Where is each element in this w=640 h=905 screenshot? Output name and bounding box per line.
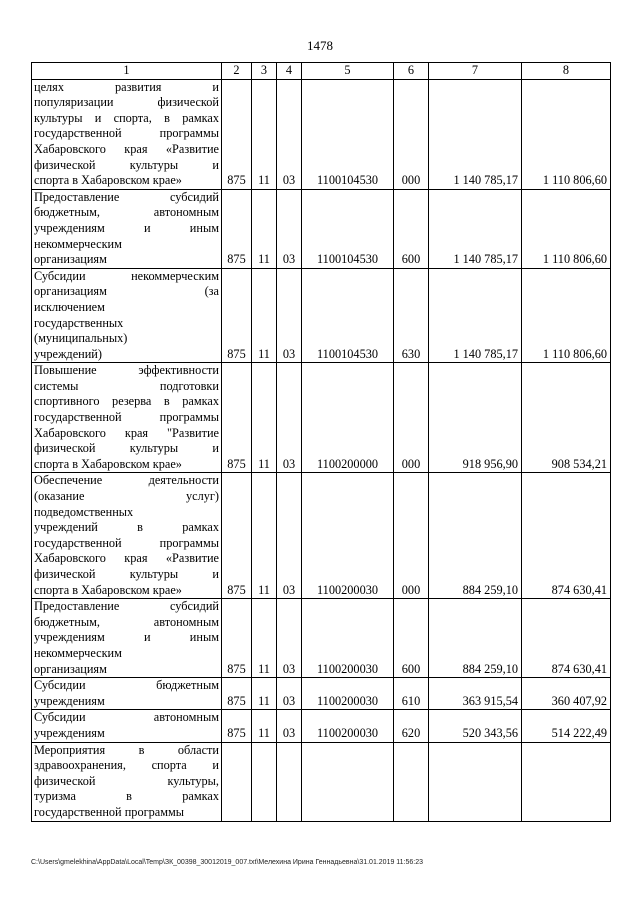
- ministry-code-cell: 875: [222, 79, 252, 189]
- header-cell: 2: [222, 63, 252, 80]
- row-name-line: (муниципальных): [34, 331, 128, 346]
- expense-type-cell: 000: [394, 473, 429, 599]
- amount-year1-cell: 918 956,90: [429, 363, 522, 473]
- ministry-code-cell: 875: [222, 473, 252, 599]
- table-header-row: [32, 63, 611, 80]
- subsection-code-cell: 03: [277, 363, 302, 473]
- row-name-line: спортивного резерва в рамках: [34, 394, 219, 409]
- section-code-cell: 11: [252, 363, 277, 473]
- subsection-code-cell: 03: [277, 189, 302, 268]
- section-code-cell: 11: [252, 268, 277, 363]
- row-name-line: некоммерческим: [34, 645, 122, 660]
- row-name-cell: [32, 363, 222, 473]
- subsection-code-cell: 03: [277, 268, 302, 363]
- table-row: [32, 599, 611, 678]
- expense-type-cell: 600: [394, 189, 429, 268]
- ministry-code-cell: 875: [222, 599, 252, 678]
- row-name-line: целях развития и: [34, 79, 219, 94]
- target-article-cell: 1100200030: [302, 678, 394, 710]
- row-name-line: государственной программы: [34, 410, 219, 425]
- row-name-line: Хабаровского края "Развитие: [34, 425, 219, 440]
- row-name-cell: [32, 268, 222, 363]
- section-code-cell: 11: [252, 189, 277, 268]
- amount-year2-cell: 1 110 806,60: [522, 79, 611, 189]
- row-name-line: организациям: [34, 252, 107, 267]
- page-number: 1478: [307, 38, 333, 53]
- target-article-cell: 1100200030: [302, 473, 394, 599]
- header-cell: 5: [302, 63, 394, 80]
- target-article-cell: 1100104530: [302, 79, 394, 189]
- row-name-line: учреждений в рамках: [34, 520, 219, 535]
- table-row: [32, 79, 611, 189]
- row-name-line: (оказание услуг): [34, 489, 219, 504]
- expense-type-cell: 630: [394, 268, 429, 363]
- amount-year1-cell: 1 140 785,17: [429, 79, 522, 189]
- row-name-cell: [32, 79, 222, 189]
- section-code-cell: 11: [252, 678, 277, 710]
- header-cell: 3: [252, 63, 277, 80]
- row-name-line: Мероприятия в области: [34, 742, 219, 757]
- row-name-line: Хабаровского края «Развитие: [34, 551, 219, 566]
- target-article-cell: 1100104530: [302, 268, 394, 363]
- row-name-line: культуры и спорта, в рамках: [34, 110, 219, 125]
- expense-type-cell: 000: [394, 363, 429, 473]
- row-name-line: учреждениям и иным: [34, 630, 219, 645]
- row-name-line: учреждениям: [34, 725, 105, 740]
- ministry-code-cell: [222, 742, 252, 821]
- ministry-code-cell: 875: [222, 363, 252, 473]
- subsection-code-cell: 03: [277, 79, 302, 189]
- row-name-line: государственной программы: [34, 126, 219, 141]
- table-row: [32, 473, 611, 599]
- row-name-line: физической культуры и: [34, 441, 219, 456]
- row-name-line: государственной программы: [34, 535, 219, 550]
- row-name-line: спорта в Хабаровском крае»: [34, 582, 182, 597]
- target-article-cell: 1100200000: [302, 363, 394, 473]
- expense-type-cell: 610: [394, 678, 429, 710]
- table-row: [32, 189, 611, 268]
- row-name-line: организациям (за: [34, 284, 219, 299]
- amount-year1-cell: 884 259,10: [429, 473, 522, 599]
- row-name-line: физической культуры и: [34, 567, 219, 581]
- amount-year1-cell: 363 915,54: [429, 678, 522, 710]
- row-name-line: Хабаровского края «Развитие: [34, 141, 219, 156]
- row-name-line: государственной программы: [34, 804, 185, 819]
- amount-year2-cell: 360 407,92: [522, 678, 611, 710]
- row-name-line: учреждений): [34, 346, 102, 361]
- row-name-line: спорта в Хабаровском крае»: [34, 456, 182, 471]
- header-cell: 1: [32, 63, 222, 80]
- row-name-line: государственных: [34, 315, 124, 330]
- expense-type-cell: 000: [394, 79, 429, 189]
- subsection-code-cell: 03: [277, 710, 302, 742]
- table-row: [32, 268, 611, 363]
- target-article-cell: 1100104530: [302, 189, 394, 268]
- header-cell: 4: [277, 63, 302, 80]
- row-name-line: здравоохранения, спорта и: [34, 758, 219, 773]
- file-path-footer: C:\Users\gmelekhina\AppData\Local\Temp\ЗК_00398_30012019_007.txt\Мелехина Ирина Геннадьевна\31.01.2019 11:56:23: [31, 859, 424, 866]
- row-name-line: исключением: [34, 299, 105, 314]
- subsection-code-cell: 03: [277, 473, 302, 599]
- row-name-line: физической культуры и: [34, 157, 219, 172]
- amount-year2-cell: 874 630,41: [522, 599, 611, 678]
- target-article-cell: 1100200030: [302, 710, 394, 742]
- amount-year2-cell: 908 534,21: [522, 363, 611, 473]
- row-name-line: бюджетным, автономным: [34, 614, 219, 629]
- ministry-code-cell: 875: [222, 268, 252, 363]
- table-row: [32, 710, 611, 742]
- header-cell: 8: [522, 63, 611, 80]
- table-row: [32, 742, 611, 821]
- amount-year2-cell: 874 630,41: [522, 473, 611, 599]
- row-name-line: Предоставление субсидий: [34, 189, 219, 204]
- row-name-line: подведомственных: [34, 504, 134, 519]
- ministry-code-cell: 875: [222, 678, 252, 710]
- row-name-cell: [32, 473, 222, 599]
- target-article-cell: [302, 742, 394, 821]
- row-name-line: туризма в рамках: [34, 789, 219, 804]
- amount-year2-cell: 1 110 806,60: [522, 268, 611, 363]
- ministry-code-cell: 875: [222, 710, 252, 742]
- amount-year1-cell: 520 343,56: [429, 710, 522, 742]
- row-name-line: учреждениям и иным: [34, 220, 219, 235]
- ministry-code-cell: 875: [222, 189, 252, 268]
- row-name-line: физической культуры,: [34, 773, 219, 788]
- row-name-cell: [32, 189, 222, 268]
- row-name-line: Субсидии автономным: [34, 710, 219, 725]
- section-code-cell: 11: [252, 473, 277, 599]
- row-name-line: Обеспечение деятельности: [34, 473, 219, 488]
- row-name-cell: [32, 742, 222, 821]
- amount-year2-cell: 1 110 806,60: [522, 189, 611, 268]
- section-code-cell: 11: [252, 710, 277, 742]
- amount-year2-cell: [522, 742, 611, 821]
- row-name-line: системы подготовки: [34, 378, 219, 393]
- expense-type-cell: [394, 742, 429, 821]
- amount-year1-cell: 884 259,10: [429, 599, 522, 678]
- subsection-code-cell: [277, 742, 302, 821]
- section-code-cell: [252, 742, 277, 821]
- amount-year2-cell: 514 222,49: [522, 710, 611, 742]
- row-name-line: Субсидии бюджетным: [34, 678, 219, 693]
- row-name-line: бюджетным, автономным: [34, 205, 219, 220]
- amount-year1-cell: 1 140 785,17: [429, 268, 522, 363]
- header-cell: 6: [394, 63, 429, 80]
- expense-type-cell: 600: [394, 599, 429, 678]
- amount-year1-cell: 1 140 785,17: [429, 189, 522, 268]
- expense-type-cell: 620: [394, 710, 429, 742]
- row-name-line: популяризации физической: [34, 95, 219, 110]
- amount-year1-cell: [429, 742, 522, 821]
- header-cell: 7: [429, 63, 522, 80]
- table-row: [32, 363, 611, 473]
- target-article-cell: 1100200030: [302, 599, 394, 678]
- row-name-line: организациям: [34, 661, 107, 676]
- section-code-cell: 11: [252, 599, 277, 678]
- table-row: [32, 678, 611, 710]
- row-name-cell: [32, 678, 222, 710]
- row-name-cell: [32, 710, 222, 742]
- row-name-line: некоммерческим: [34, 236, 122, 251]
- row-name-line: спорта в Хабаровском крае»: [34, 173, 182, 188]
- row-name-cell: [32, 599, 222, 678]
- section-code-cell: 11: [252, 79, 277, 189]
- row-name-line: Повышение эффективности: [34, 363, 219, 378]
- budget-table: [31, 62, 611, 822]
- subsection-code-cell: 03: [277, 599, 302, 678]
- row-name-line: Субсидии некоммерческим: [34, 268, 219, 283]
- subsection-code-cell: 03: [277, 678, 302, 710]
- row-name-line: учреждениям: [34, 693, 105, 708]
- row-name-line: Предоставление субсидий: [34, 599, 219, 614]
